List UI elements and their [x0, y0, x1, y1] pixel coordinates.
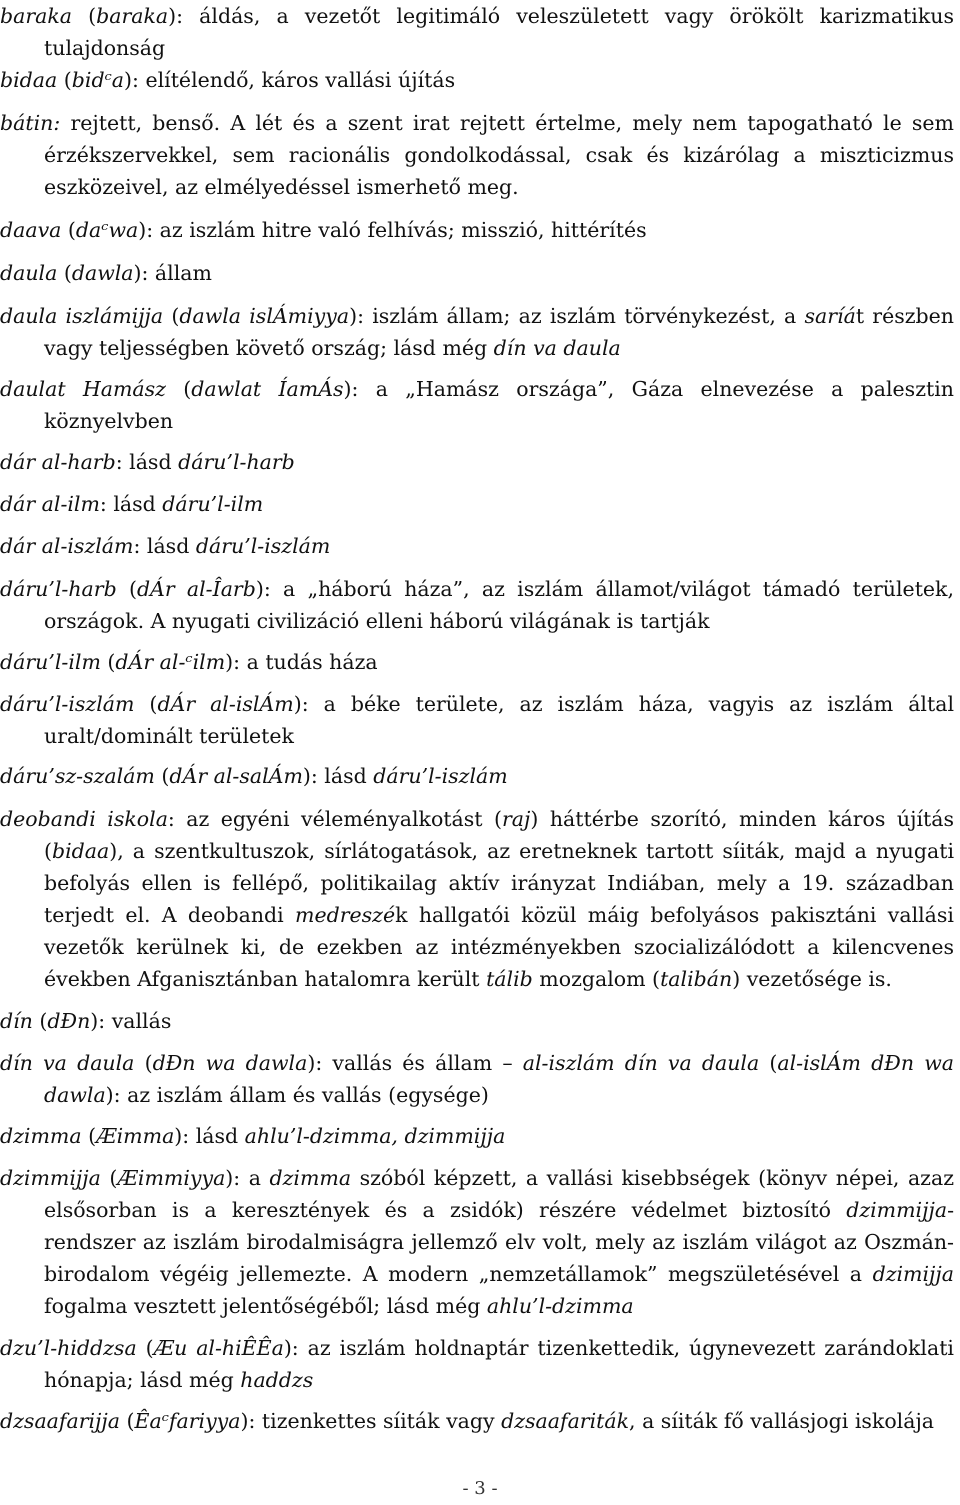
glossary-entry: [0, 107, 954, 203]
entry-text: ): a „háború háza”, az iszlám államot/világot támadó területek, országok. A nyugati civilizáció elleni háború világának is tartják: [44, 577, 954, 633]
entry-term: dzimijja: [872, 1262, 954, 1286]
entry-text: ), a szentkultuszok, sírlátogatások, az eretneknek tartott síiták, majd a nyugati befolyás ellen is fellépő, politikailag aktív irányzat Indiában, mely a 19. században terjedt el. A deobandi: [44, 839, 954, 927]
entry-text: (: [100, 650, 116, 674]
entry-term: daava: [0, 218, 62, 242]
entry-term: saríá: [804, 304, 856, 328]
glossary-entry: [0, 573, 954, 637]
entry-text: (: [136, 1336, 154, 1360]
entry-term: al-islÁm dĐn wa dawla: [44, 1051, 955, 1107]
entry-term: dzsaafarijja: [0, 1409, 120, 1433]
entry-term: bidaa: [0, 68, 58, 92]
entry-term: dár al-iszlám: [0, 534, 134, 558]
entry-term: dáru’l-ilm: [0, 650, 101, 674]
entry-text: (: [120, 1409, 135, 1433]
entry-term: dáru’sz-szalám: [0, 764, 155, 788]
entry-text: (: [81, 1124, 97, 1148]
entry-term: dáru’l-iszlám: [0, 692, 135, 716]
entry-text: ): a „Hamász országa”, Gáza elnevezése a palesztin köznyelvben: [44, 377, 954, 433]
entry-term: baraka: [0, 4, 73, 28]
entry-text: ): lásd: [302, 764, 374, 788]
entry-text: (: [57, 68, 72, 92]
entry-text: (: [154, 764, 170, 788]
entry-text: ): vallás és állam –: [307, 1051, 523, 1075]
entry-term: dÁr al-islÁm: [157, 692, 294, 716]
entry-term: dawlat ÍamÁs: [191, 377, 344, 401]
entry-text: (: [61, 218, 76, 242]
entry-term: dĐn wa dawla: [152, 1051, 308, 1075]
entry-term: Êaᶜfariyya: [134, 1409, 241, 1433]
glossary-entry: [0, 760, 954, 792]
entry-term: medreszé: [295, 903, 396, 927]
entry-term: ahlu’l-dzimma: [486, 1294, 634, 1318]
glossary-entry: [0, 1005, 954, 1037]
glossary-entry: [0, 214, 954, 246]
entry-text: (: [134, 692, 158, 716]
entry-text: fogalma vesztett jelentőségéből; lásd még: [44, 1294, 487, 1318]
entry-term: dzimma: [269, 1166, 352, 1190]
entry-term: dzsaafariták: [501, 1409, 630, 1433]
entry-text: t részben vagy teljességben követő ország; lásd még: [44, 304, 954, 360]
entry-text: ): lásd: [174, 1124, 245, 1148]
entry-text: (: [72, 4, 97, 28]
entry-term: dáru’l-iszlám: [373, 764, 508, 788]
entry-text: : az egyéni véleményalkotást (: [167, 807, 502, 831]
entry-term: dár al-ilm: [0, 492, 100, 516]
entry-term: daᶜwa: [75, 218, 139, 242]
entry-text: (: [759, 1051, 778, 1075]
glossary-entry: [0, 257, 954, 289]
entry-text: ) vezetősége is.: [732, 967, 892, 991]
entry-text: : lásd: [133, 534, 196, 558]
entry-text: rejtett, benső. A lét és a szent irat rejtett értelme, mely nem tapogatható le sem érzékszervekkel, sem racionális gondolkodással, csak és kizárólag a miszticizmus eszközeivel, az elmélyedéssel ismerhető meg.: [44, 111, 954, 199]
entry-term: dáru’l-harb: [0, 577, 117, 601]
entry-text: ): állam: [133, 261, 212, 285]
entry-term: Æimmiyya: [117, 1166, 226, 1190]
glossary-entry: [0, 1332, 954, 1396]
entry-term: dín va daula: [493, 336, 621, 360]
glossary-entry: [0, 446, 954, 478]
entry-term: dáru’l-iszlám: [195, 534, 331, 558]
entry-term: dín va daula: [0, 1051, 135, 1075]
entry-term: dáru’l-harb: [178, 450, 295, 474]
entry-term: tálib: [486, 967, 533, 991]
entry-term: dzu’l-hiddzsa: [0, 1336, 137, 1360]
entry-text: -rendszer az iszlám birodalmiságra jellemző elv volt, mely az iszlám világot az Oszmán-birodalom végéig jellemezte. A modern „nemzetállamok” megszületésével a: [44, 1198, 954, 1286]
entry-text: : lásd: [99, 492, 163, 516]
entry-text: ): tizenkettes síiták vagy: [240, 1409, 502, 1433]
glossary-entry: [0, 488, 954, 520]
glossary-entry: [0, 530, 954, 562]
entry-term: dzimma: [0, 1124, 82, 1148]
entry-text: (: [32, 1009, 48, 1033]
entry-term: Æu al-hiÊÊa: [153, 1336, 284, 1360]
entry-text: , a síiták fő vallásjogi iskolája: [629, 1409, 935, 1433]
glossary-entry: [0, 688, 954, 752]
entry-term: dĐn: [47, 1009, 91, 1033]
entry-term: al-iszlám dín va daula: [522, 1051, 760, 1075]
entry-term: dáru’l-ilm: [162, 492, 264, 516]
entry-term: daula: [0, 261, 58, 285]
entry-text: ) háttérbe szorító, minden káros újítás (: [44, 807, 954, 863]
entry-term: deobandi iskola: [0, 807, 168, 831]
entry-term: dár al-harb: [0, 450, 116, 474]
entry-text: (: [57, 261, 72, 285]
glossary-entry: [0, 373, 954, 437]
entry-text: (: [163, 304, 180, 328]
entry-text: ): iszlám állam; az iszlám törvénykezést, a: [349, 304, 805, 328]
glossary-entry: [0, 803, 954, 995]
glossary-entry: [0, 64, 954, 96]
entry-term: Æimma: [96, 1124, 175, 1148]
entry-term: bátin:: [0, 111, 61, 135]
entry-term: baraka: [96, 4, 169, 28]
entry-term: bidᶜa: [71, 68, 125, 92]
entry-text: ): áldás, a vezetőt legitimáló veleszületett vagy örökölt karizmatikus tulajdonság: [44, 4, 955, 60]
entry-term: daulat Hamász: [0, 377, 166, 401]
entry-text: : lásd: [115, 450, 179, 474]
entry-text: k hallgatói közül máig befolyásos pakisztáni vallási vezetők kerülnek ki, de ezekben az intézményekben szocializálódott a kilencvenes években Afganisztánban hatalomra került: [44, 903, 954, 991]
entry-text: (: [100, 1166, 118, 1190]
entry-text: (: [134, 1051, 153, 1075]
entry-term: bidaa: [52, 839, 110, 863]
entry-text: ): a béke területe, az iszlám háza, vagyis az iszlám által uralt/dominált területek: [44, 692, 955, 748]
entry-text: (: [116, 577, 137, 601]
glossary-entry: [0, 646, 954, 678]
entry-term: ahlu’l-dzimma, dzimmijja: [244, 1124, 506, 1148]
entry-text: mozgalom (: [532, 967, 661, 991]
entry-term: dÁr al-salÁm: [169, 764, 303, 788]
entry-text: (: [165, 377, 192, 401]
entry-text: ): az iszlám állam és vallás (egysége): [105, 1083, 489, 1107]
entry-text: szóból képzett, a vallási kisebbségek (könyv népei, azaz elsősorban is a keresztények és a zsidók) részére védelmet biztosító: [44, 1166, 954, 1222]
entry-text: ): vallás: [90, 1009, 172, 1033]
glossary-entry: [0, 1405, 954, 1437]
glossary-entry: [0, 0, 954, 64]
glossary-entry: [0, 1120, 954, 1152]
glossary-entry: [0, 1162, 954, 1322]
entry-term: dzimmijja: [0, 1166, 101, 1190]
glossary-entry: [0, 1047, 954, 1111]
entry-term: haddzs: [240, 1368, 314, 1392]
entry-term: daula iszlámijja: [0, 304, 164, 328]
entry-term: talibán: [660, 967, 733, 991]
entry-term: raj: [501, 807, 531, 831]
entry-text: ): a: [225, 1166, 270, 1190]
glossary-entry: [0, 300, 954, 364]
entry-term: dzimmijja: [846, 1198, 948, 1222]
entry-text: ): az iszlám hitre való felhívás; misszió, hittérítés: [138, 218, 647, 242]
entry-term: dÁr al-ᶜilm: [115, 650, 226, 674]
entry-text: ): az iszlám holdnaptár tizenkettedik, úgynevezett zarándoklati hónapja; lásd még: [44, 1336, 954, 1392]
entry-term: dÁr al-Îarb: [136, 577, 256, 601]
entry-term: dín: [0, 1009, 33, 1033]
entry-text: ): a tudás háza: [225, 650, 378, 674]
page-number: - 3 -: [462, 1478, 498, 1499]
entry-term: dawla: [71, 261, 134, 285]
entry-text: ): elítélendő, káros vallási újítás: [124, 68, 456, 92]
entry-term: dawla islÁmiyya: [179, 304, 350, 328]
